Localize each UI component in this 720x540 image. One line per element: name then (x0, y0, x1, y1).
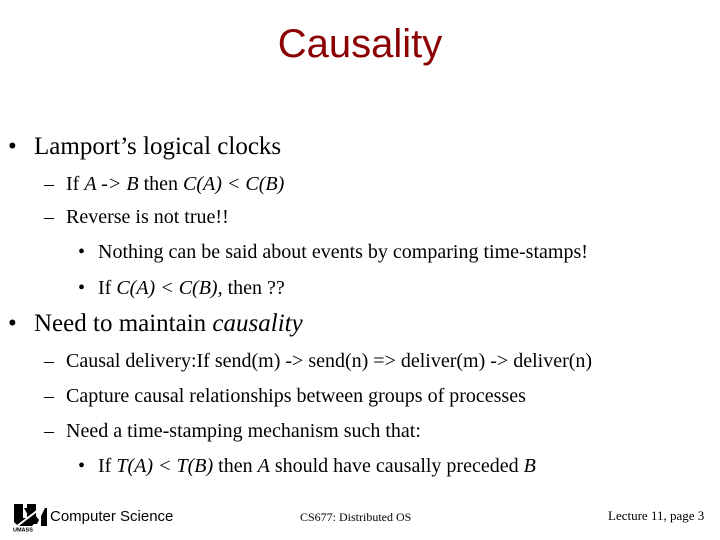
bullet-marker: • (78, 241, 86, 263)
text: Nothing can be said about events by comparing time-stamps! (98, 241, 588, 263)
bullet-maintain-causality (8, 310, 303, 338)
dash-marker: – (44, 350, 54, 372)
text-italic: C(A) < C(B), (116, 277, 223, 299)
bullet-marker: • (78, 277, 86, 299)
text: If (98, 277, 117, 299)
subbullet-causal-delivery (44, 350, 592, 373)
svg-text:UMASS: UMASS (13, 527, 33, 532)
dash-marker: – (44, 385, 54, 407)
text: then ?? (222, 277, 285, 299)
text: should have causally preceded (269, 455, 524, 477)
subbullet-reverse (44, 206, 229, 229)
text: Causal delivery:If send(m) -> send(n) => deliver(m) -> deliver(n) (66, 350, 593, 372)
bullet-text: Lamport’s logical clocks (34, 133, 282, 160)
text-italic: A (257, 455, 270, 477)
slide-title: Causality (277, 22, 443, 66)
subbullet-if-a-then-c (44, 173, 284, 196)
page-number: Lecture 11, page 3 (608, 508, 705, 523)
text-italic: C(A) < C(B) (183, 173, 285, 195)
dash-marker: – (44, 206, 54, 228)
text: Need a time-stamping mechanism such that: (66, 420, 421, 442)
text-italic: B (523, 455, 536, 477)
text-italic: T(A) < T(B) (116, 455, 214, 477)
subsubbullet-if-c-less (78, 277, 285, 300)
bullet-marker: • (8, 310, 17, 337)
subsubbullet-if-t-less (78, 455, 536, 478)
text-italic: causality (212, 310, 303, 337)
text: If (98, 455, 117, 477)
text: Need to maintain (34, 310, 213, 337)
bullet-marker: • (8, 133, 17, 160)
text: Capture causal relationships between groups of processes (66, 385, 526, 407)
dash-marker: – (44, 173, 54, 195)
subbullet-capture-relationships (44, 385, 526, 408)
text: If (66, 173, 85, 195)
text: Reverse is not true!! (66, 206, 229, 228)
course-label: CS677: Distributed OS (300, 510, 412, 524)
bullet-marker: • (78, 455, 86, 477)
subsubbullet-nothing-can-be-said (78, 241, 588, 264)
bullet-lamport-clocks (8, 133, 281, 161)
subbullet-time-stamping (44, 420, 421, 443)
text: then (213, 455, 258, 477)
text: then (138, 173, 183, 195)
dash-marker: – (44, 420, 54, 442)
umass-logo-icon (10, 500, 48, 532)
slide-footer (0, 500, 720, 534)
text-italic: A -> B (84, 173, 139, 195)
department-label: Computer Science (50, 508, 174, 525)
